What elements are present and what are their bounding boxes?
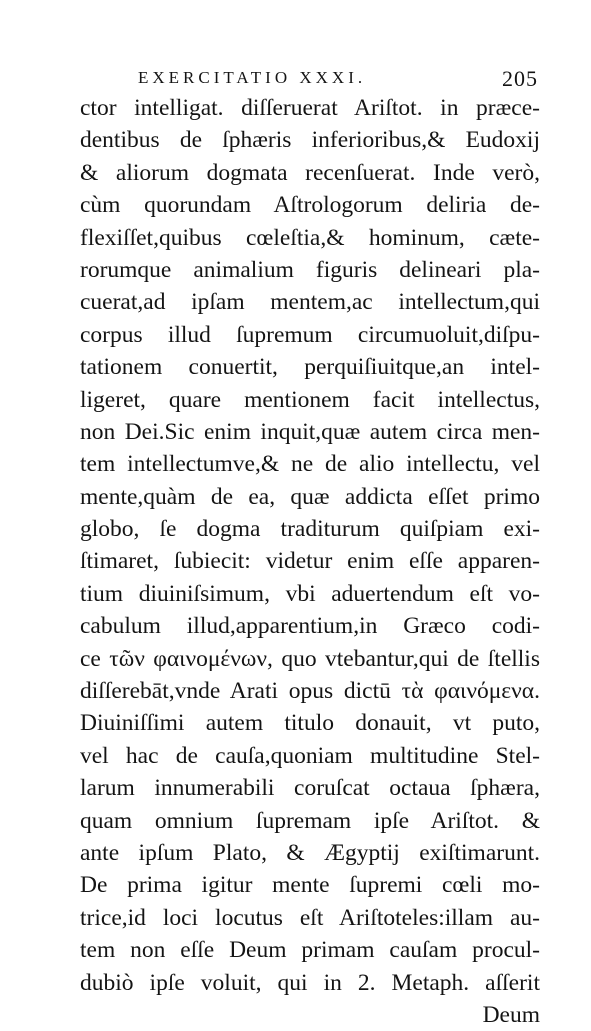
text-line: trice,id loci locutus eſt Ariſtoteles:illam au- — [80, 904, 540, 931]
text-line: non Dei.Sic enim inquit,quæ autem circa men- — [80, 418, 540, 445]
text-line: ctor intelligat. diſſeruerat Ariſtot. in præce- — [80, 95, 540, 121]
text-line: cabulum illud,apparentium,in Græco codi- — [80, 613, 540, 640]
text-line: larum innumerabili coruſcat octaua ſphæra, — [80, 775, 540, 802]
text-line: vel hac de cauſa,quoniam multitudine Stel- — [80, 742, 540, 769]
page-number: 205 — [502, 66, 538, 91]
text-line: globo, ſe dogma traditurum quiſpiam exi- — [80, 516, 540, 543]
running-title: EXERCITATIO XXXI. — [138, 68, 367, 87]
text-line: cuerat,ad ipſam mentem,ac intellectum,qui — [80, 289, 540, 316]
text-line: dentibus de ſphæris inferioribus,& Eudoxij — [80, 127, 540, 154]
running-header — [112, 62, 540, 92]
text-line: tationem conuertit, perquiſiuitque,an intel- — [80, 354, 540, 381]
text-block — [80, 92, 540, 1031]
text-line: Diuiniſſimi autem titulo donauit, vt puto, — [80, 710, 540, 737]
text-line: quam omnium ſupremam ipſe Ariſtot. & — [80, 807, 540, 834]
text-line: flexiſſet,quibus cœleſtia,& hominum, cæte- — [80, 224, 540, 251]
text-line: ce τῶν φαινομένων, quo vtebantur,qui de ſtellis — [80, 645, 540, 672]
text-line: ſtimaret, ſubiecit: videtur enim eſſe apparen- — [80, 548, 540, 575]
text-line: diſſerebāt,vnde Arati opus dictū τὰ φαινόμενα. — [80, 678, 540, 705]
text-line: De prima igitur mente ſupremi cœli mo- — [80, 872, 540, 899]
text-line: ligeret, quare mentionem facit intellectus, — [80, 386, 540, 413]
text-line: corpus illud ſupremum circumuoluit,diſpu- — [80, 321, 540, 348]
text-line: mente,quàm de ea, quæ addicta eſſet primo — [80, 483, 540, 510]
catchword: Deum — [482, 1001, 540, 1028]
text-line: cùm quorundam Aſtrologorum deliria de- — [80, 192, 540, 219]
text-line: dubiò ipſe voluit, qui in 2. Metaph. aſſerit — [80, 969, 540, 996]
text-line: & aliorum dogmata recenſuerat. Inde verò, — [80, 159, 540, 186]
text-line: tem non eſſe Deum primam cauſam procul- — [80, 937, 540, 964]
text-line: ante ipſum Plato, & Ægyptij exiſtimarunt. — [80, 839, 540, 866]
text-line: tium diuiniſsimum, vbi aduertendum eſt vo- — [80, 580, 540, 607]
text-line: rorumque animalium figuris delineari pla- — [80, 256, 540, 283]
text-line: tem intellectumve,& ne de alio intellectu, vel — [80, 451, 540, 478]
